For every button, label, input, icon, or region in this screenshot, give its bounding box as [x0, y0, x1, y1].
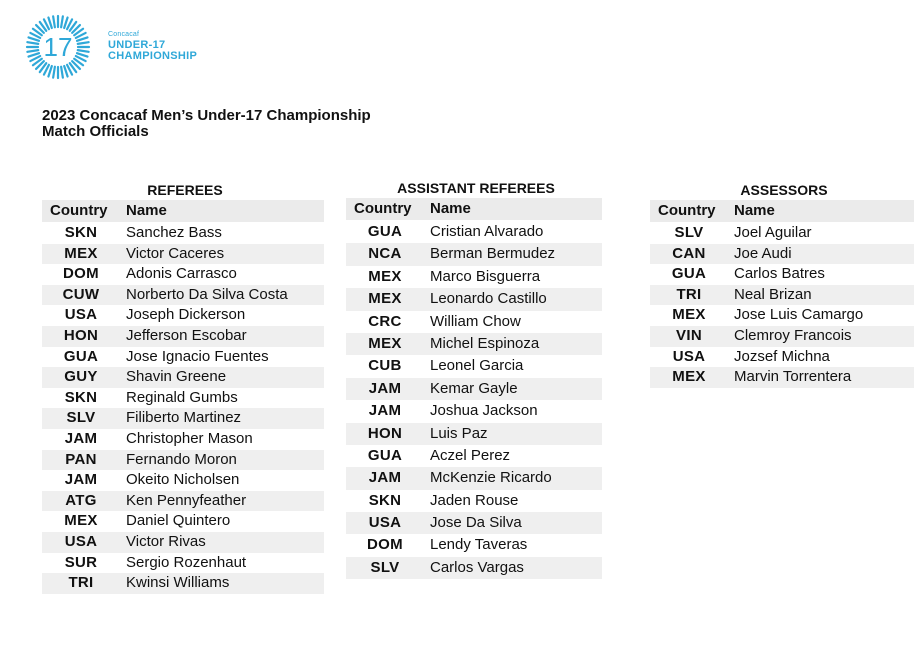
table-row — [42, 532, 324, 553]
header-name: Name — [126, 202, 167, 219]
row-name: Jose Luis Camargo — [734, 306, 864, 324]
logo-wordmark — [108, 31, 197, 62]
assessors-table — [650, 180, 914, 388]
row-name: Sanchez Bass — [126, 224, 222, 241]
table-row — [650, 326, 914, 347]
table-row — [346, 311, 602, 333]
row-name: Clemroy Francois — [734, 326, 852, 344]
logo-ray — [48, 66, 51, 76]
row-country: HON — [367, 424, 403, 442]
logo-ray — [78, 50, 89, 52]
row-name: Reginald Gumbs — [126, 388, 238, 406]
table-title: ASSISTANT REFEREES — [397, 180, 555, 196]
row-country: USA — [64, 532, 98, 550]
logo-ray — [29, 37, 39, 40]
row-country: GUA — [367, 446, 403, 464]
table-row — [346, 243, 602, 265]
row-name: Leonardo Castillo — [430, 290, 547, 308]
row-country: MEX — [368, 290, 402, 308]
row-name: Victor Caceres — [126, 244, 225, 262]
row-country: MEX — [672, 306, 706, 324]
row-country: CUB — [368, 357, 402, 375]
sunburst-logo-icon — [24, 14, 94, 80]
logo-ray — [64, 66, 67, 76]
table-row — [42, 573, 324, 594]
table-row — [42, 470, 324, 491]
row-name: Berman Bermudez — [430, 245, 556, 263]
logo-ray — [48, 18, 51, 28]
row-name: Carlos Vargas — [430, 558, 524, 576]
table-row — [650, 285, 914, 306]
table-row — [346, 355, 602, 377]
assistant-referees-table — [346, 178, 602, 579]
table-rows — [42, 223, 324, 594]
table-row — [42, 223, 324, 244]
logo-ray — [64, 18, 67, 28]
table-row — [42, 244, 324, 265]
row-country: DOM — [63, 265, 99, 283]
row-name: Norberto Da Silva Costa — [126, 285, 288, 303]
row-name: Carlos Batres — [734, 265, 825, 283]
heading-subtitle: Match Officials — [42, 123, 149, 140]
row-country: SKN — [64, 388, 98, 406]
row-country: JAM — [64, 429, 98, 447]
row-name: Jozsef Michna — [734, 347, 830, 365]
row-country: NCA — [368, 245, 402, 263]
heading-title: 2023 Concacaf Men’s Under-17 Championship — [42, 107, 371, 124]
row-name: Marvin Torrentera — [734, 368, 852, 386]
row-name: William Chow — [430, 312, 521, 330]
table-row — [346, 490, 602, 512]
row-name: Sergio Rozenhaut — [126, 553, 247, 571]
row-name: Joel Aguilar — [734, 224, 812, 241]
table-row — [42, 553, 324, 574]
table-title: REFEREES — [147, 182, 223, 198]
row-name: Adonis Carrasco — [126, 265, 237, 283]
header-country: Country — [354, 200, 412, 217]
table-row — [346, 378, 602, 400]
page-heading — [42, 108, 371, 140]
logo-ray — [29, 53, 39, 56]
row-country: USA — [64, 306, 98, 324]
header-name: Name — [734, 202, 775, 219]
row-name: Jefferson Escobar — [126, 326, 247, 344]
row-name: Jose Ignacio Fuentes — [126, 347, 269, 365]
table-row — [42, 491, 324, 512]
row-country: SLV — [66, 409, 96, 427]
row-name: Ken Pennyfeather — [126, 491, 247, 509]
header-name: Name — [430, 200, 471, 217]
table-row — [42, 285, 324, 306]
table-row — [42, 429, 324, 450]
row-country: SLV — [674, 224, 704, 241]
row-name: Fernando Moron — [126, 450, 237, 468]
row-name: Shavin Greene — [126, 368, 227, 386]
table-row — [346, 423, 602, 445]
row-country: MEX — [64, 244, 98, 262]
row-name: McKenzie Ricardo — [430, 469, 552, 487]
row-name: Leonel Garcia — [430, 357, 524, 375]
table-row — [42, 450, 324, 471]
table-row — [346, 512, 602, 534]
table-row — [346, 333, 602, 355]
row-name: Luis Paz — [430, 424, 488, 442]
logo-ray — [27, 42, 38, 44]
logo-line-championship: CHAMPIONSHIP — [108, 50, 198, 62]
table-row — [650, 223, 914, 244]
logo-ray — [27, 50, 38, 52]
row-country: JAM — [368, 469, 402, 487]
row-name: Christopher Mason — [126, 429, 253, 447]
table-row — [42, 347, 324, 368]
row-country: USA — [368, 514, 402, 532]
row-country: MEX — [368, 334, 402, 352]
row-name: Joe Audi — [734, 244, 792, 262]
logo-ray — [61, 16, 63, 27]
row-country: SKN — [368, 491, 402, 509]
row-country: CRC — [368, 312, 402, 330]
row-country: PAN — [65, 450, 97, 468]
row-country: JAM — [368, 402, 402, 420]
logo-line-under17: UNDER-17 — [108, 39, 166, 51]
header-country: Country — [50, 202, 108, 219]
row-country: GUA — [367, 223, 403, 240]
row-country: ATG — [65, 491, 97, 509]
row-name: Marco Bisguerra — [430, 267, 541, 285]
logo-ray — [77, 37, 87, 40]
row-country: MEX — [368, 267, 402, 285]
row-name: Lendy Taveras — [430, 536, 528, 554]
row-name: Kemar Gayle — [430, 379, 518, 397]
header-country: Country — [658, 202, 716, 219]
row-country: JAM — [368, 379, 402, 397]
row-country: DOM — [367, 536, 403, 554]
table-header — [42, 200, 324, 222]
table-row — [42, 326, 324, 347]
row-name: Aczel Perez — [430, 446, 511, 464]
table-row — [42, 305, 324, 326]
table-header — [346, 198, 602, 220]
row-name: Daniel Quintero — [126, 512, 231, 530]
row-country: USA — [672, 347, 706, 365]
logo-line-concacaf: Concacaf — [108, 31, 140, 38]
logo-number: 17 — [43, 32, 73, 62]
row-name: Joshua Jackson — [430, 402, 538, 420]
row-country: CUW — [62, 285, 100, 303]
table-row — [346, 445, 602, 467]
row-country: MEX — [672, 368, 706, 386]
logo-ray — [78, 42, 89, 44]
row-country: SUR — [64, 553, 98, 571]
table-row — [346, 400, 602, 422]
row-country: SLV — [370, 558, 400, 576]
table-row — [650, 264, 914, 285]
row-name: Jaden Rouse — [430, 491, 519, 509]
row-country: GUY — [64, 368, 98, 386]
table-row — [346, 557, 602, 579]
row-name: Neal Brizan — [734, 285, 812, 303]
table-header — [650, 200, 914, 222]
row-name: Joseph Dickerson — [126, 306, 246, 324]
row-country: TRI — [68, 574, 94, 592]
row-country: GUA — [671, 265, 707, 283]
row-country: SKN — [64, 224, 98, 241]
row-name: Filiberto Martinez — [126, 409, 242, 427]
row-name: Cristian Alvarado — [430, 223, 544, 240]
table-row — [346, 467, 602, 489]
table-row — [42, 511, 324, 532]
table-row — [650, 305, 914, 326]
row-country: VIN — [676, 326, 702, 344]
table-row — [42, 367, 324, 388]
logo-ray — [53, 16, 55, 27]
table-row — [346, 266, 602, 288]
concacaf-u17-logo — [24, 14, 204, 80]
table-row — [346, 534, 602, 556]
table-row — [42, 264, 324, 285]
row-name: Victor Rivas — [126, 532, 206, 550]
row-country: GUA — [63, 347, 99, 365]
row-country: HON — [63, 326, 99, 344]
row-name: Kwinsi Williams — [126, 574, 230, 592]
table-rows — [346, 221, 602, 579]
table-row — [346, 221, 602, 243]
table-row — [650, 244, 914, 265]
table-row — [42, 408, 324, 429]
row-country: MEX — [64, 512, 98, 530]
table-row — [650, 367, 914, 388]
table-rows — [650, 223, 914, 388]
row-name: Okeito Nicholsen — [126, 471, 240, 489]
row-country: JAM — [64, 471, 98, 489]
referees-table — [42, 180, 324, 594]
logo-ray — [77, 53, 87, 56]
row-name: Michel Espinoza — [430, 334, 540, 352]
row-country: TRI — [676, 285, 702, 303]
row-name: Jose Da Silva — [430, 514, 522, 532]
logo-ray — [53, 67, 55, 78]
logo-ray — [61, 67, 63, 78]
table-row — [650, 347, 914, 368]
table-row — [346, 288, 602, 310]
table-row — [42, 388, 324, 409]
row-country: CAN — [672, 244, 706, 262]
table-title: ASSESSORS — [740, 182, 828, 198]
